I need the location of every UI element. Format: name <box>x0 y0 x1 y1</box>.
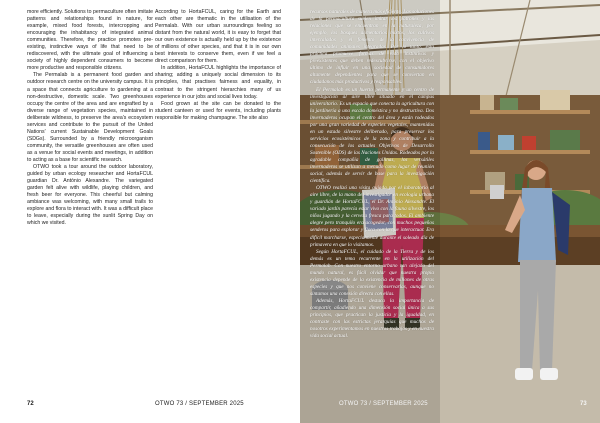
paragraph: Según HortaFCUL, el cuidado de la Tierra y de los demás es un tema recurrente en la utilización del Permalab. Con nuestro entorno urbano tan alejado del mundo natural, es fácil olvidar que nuestra propia existencia depende de la existencia de millones de otras especies y que nos conviene conservarlas, aunque no sintamos una conexión directa con ellas. <box>310 248 434 297</box>
paragraph: more efficiently. Solutions to permaculture often imitate patterns and relationships found in nature, for example, mixed food forests, intercropping and encouraging the inhabitancy of integrated animal communities. Therefore, the practice promotes pre-existing, instinctive ways of life that need to be rediscovered, with the ultimate goal of influencing a society of highly dependent consumers to become more productive and responsible citizens. <box>27 9 153 72</box>
issue-label: OTWO 73 / SEPTEMBER 2025 <box>155 401 244 407</box>
paragraph: OTWO realizó una visita guiada por el laboratorio al aire libre, de la mano del investigador en ecología urbana y guardián de HortaFCUL, el Dr. António Alexandre. El variado jardín parecía estar vivo con la fauna silvestre, los niños jugando y la cerveza fresca para todos. El ambiente alegre pero tranquilo era acogedor, con muchos pequeños senderos para explorar y flora con la que interactuar. Era difícil marcharse, especialmente durante el soleado día de primavera en que lo visitamos. <box>310 185 434 248</box>
paragraph: The Permalab is a permanent food garden and outdoor research centre on the university campus. It is a space that connects agriculture to gardening at a non-destructive, domestic scale. Two greenhouses occupy the centre of the area and are engrafted by a diverse range of vegetation species, maintained in deliberate wildness, to preserve the area's ecosystem services and contribute to the pursuit of the United Nations' current Sustainable Development Goals (SDGs). Surrounded by a friendly microorganism community, the versatile greenhouses are often used as a venue for social events and meetings, in addition to acting as a base for scientific research. <box>27 72 153 163</box>
paragraph: El Permalab es un huerto permanente y un centro de investigación al aire libre situado en el campus universitario. Es un espacio que conecta la agricultura con la jardinería a una escala doméstica y no destructiva. Dos invernaderos ocupan el centro del área y están rodeados por una gran variedad de especies vegetales, mantenidas en un estado silvestre deliberado, para preservar los servicios ecosistémicos de la zona y contribuir a la consecución de los actuales Objetivos de Desarrollo Sostenible (ODS) de las Naciones Unidas. Rodeados por la agradable compañía de gallinas, los versátiles invernaderos se utilizan a menudo como lugar de reunión social, además de servir de base para la investigación científica. <box>310 86 434 185</box>
text-column-1 <box>27 9 153 391</box>
right-page <box>300 0 600 423</box>
paragraph: In addition, HortaFCUL highlights the importance of sharing; adding a uniquely social dimension to its principles, that practises fairness and equality, in contrast to the stringent hierarchies many of us experience in our jobs and social lives today. <box>155 65 281 100</box>
paragraph: According to HortaFCUL, caring for the Earth and each other are thematic in the utilisation of the Permalab. With our urban surroundings feeling so distant from the natural world, it is easy to forget that our own existence is actually held up by the existence of millions of other species, and that it is in our own best interests to conserve them, even if we feel a direct comparison for them. <box>155 9 281 65</box>
page-number: 72 <box>27 401 34 407</box>
paragraph: Además, HortaFCUL destaca la importancia de compartir, añadiendo una dimensión social única a sus principios, que practican la justicia y la igualdad, en contraste con las estrictas jerarquías que muchos de nosotros experimentamos en nuestros trabajos y en nuestra vida social actual. <box>310 297 434 340</box>
overlay-text-column <box>310 9 434 391</box>
paragraph: Food grown at the site can be donated to the student canteen or used for events, including plants responsible for making champagne. The site also <box>155 100 281 121</box>
issue-label: OTWO 73 / SEPTEMBER 2025 <box>339 401 428 407</box>
text-column-2 <box>155 9 281 391</box>
page-number: 73 <box>580 401 587 407</box>
paragraph: recursos naturales de manera más eficiente. Las soluciones de la permacultura suelen imitar los patrones y las relaciones que se encuentran en la naturaleza, por ejemplo, los bosques alimentarios mixtos, los cultivos intercalados y el fomento de la convivencia de comunidades animales integradas. Por lo tanto, esta práctica promueve formas de vida instintivas y preexistentes que deben redescubrirse, con el objetivo último de influir en una sociedad de consumidores altamente dependientes para que se conviertan en ciudadanos más productivos y responsables. <box>310 9 434 86</box>
paragraph: OTWO took a tour around the outdoor laboratory, guided by urban ecology researcher and HortaFCUL guardian Dr. António Alexandre. The variegated garden felt alive with wildlife, playing children, and fresh beer for everyone. This cheerful but calming ambiance was welcoming, with many small trails to explore and flora to interact with. It was a difficult place to leave, especially during the sunlit Spring Day on which we visited. <box>27 164 153 227</box>
